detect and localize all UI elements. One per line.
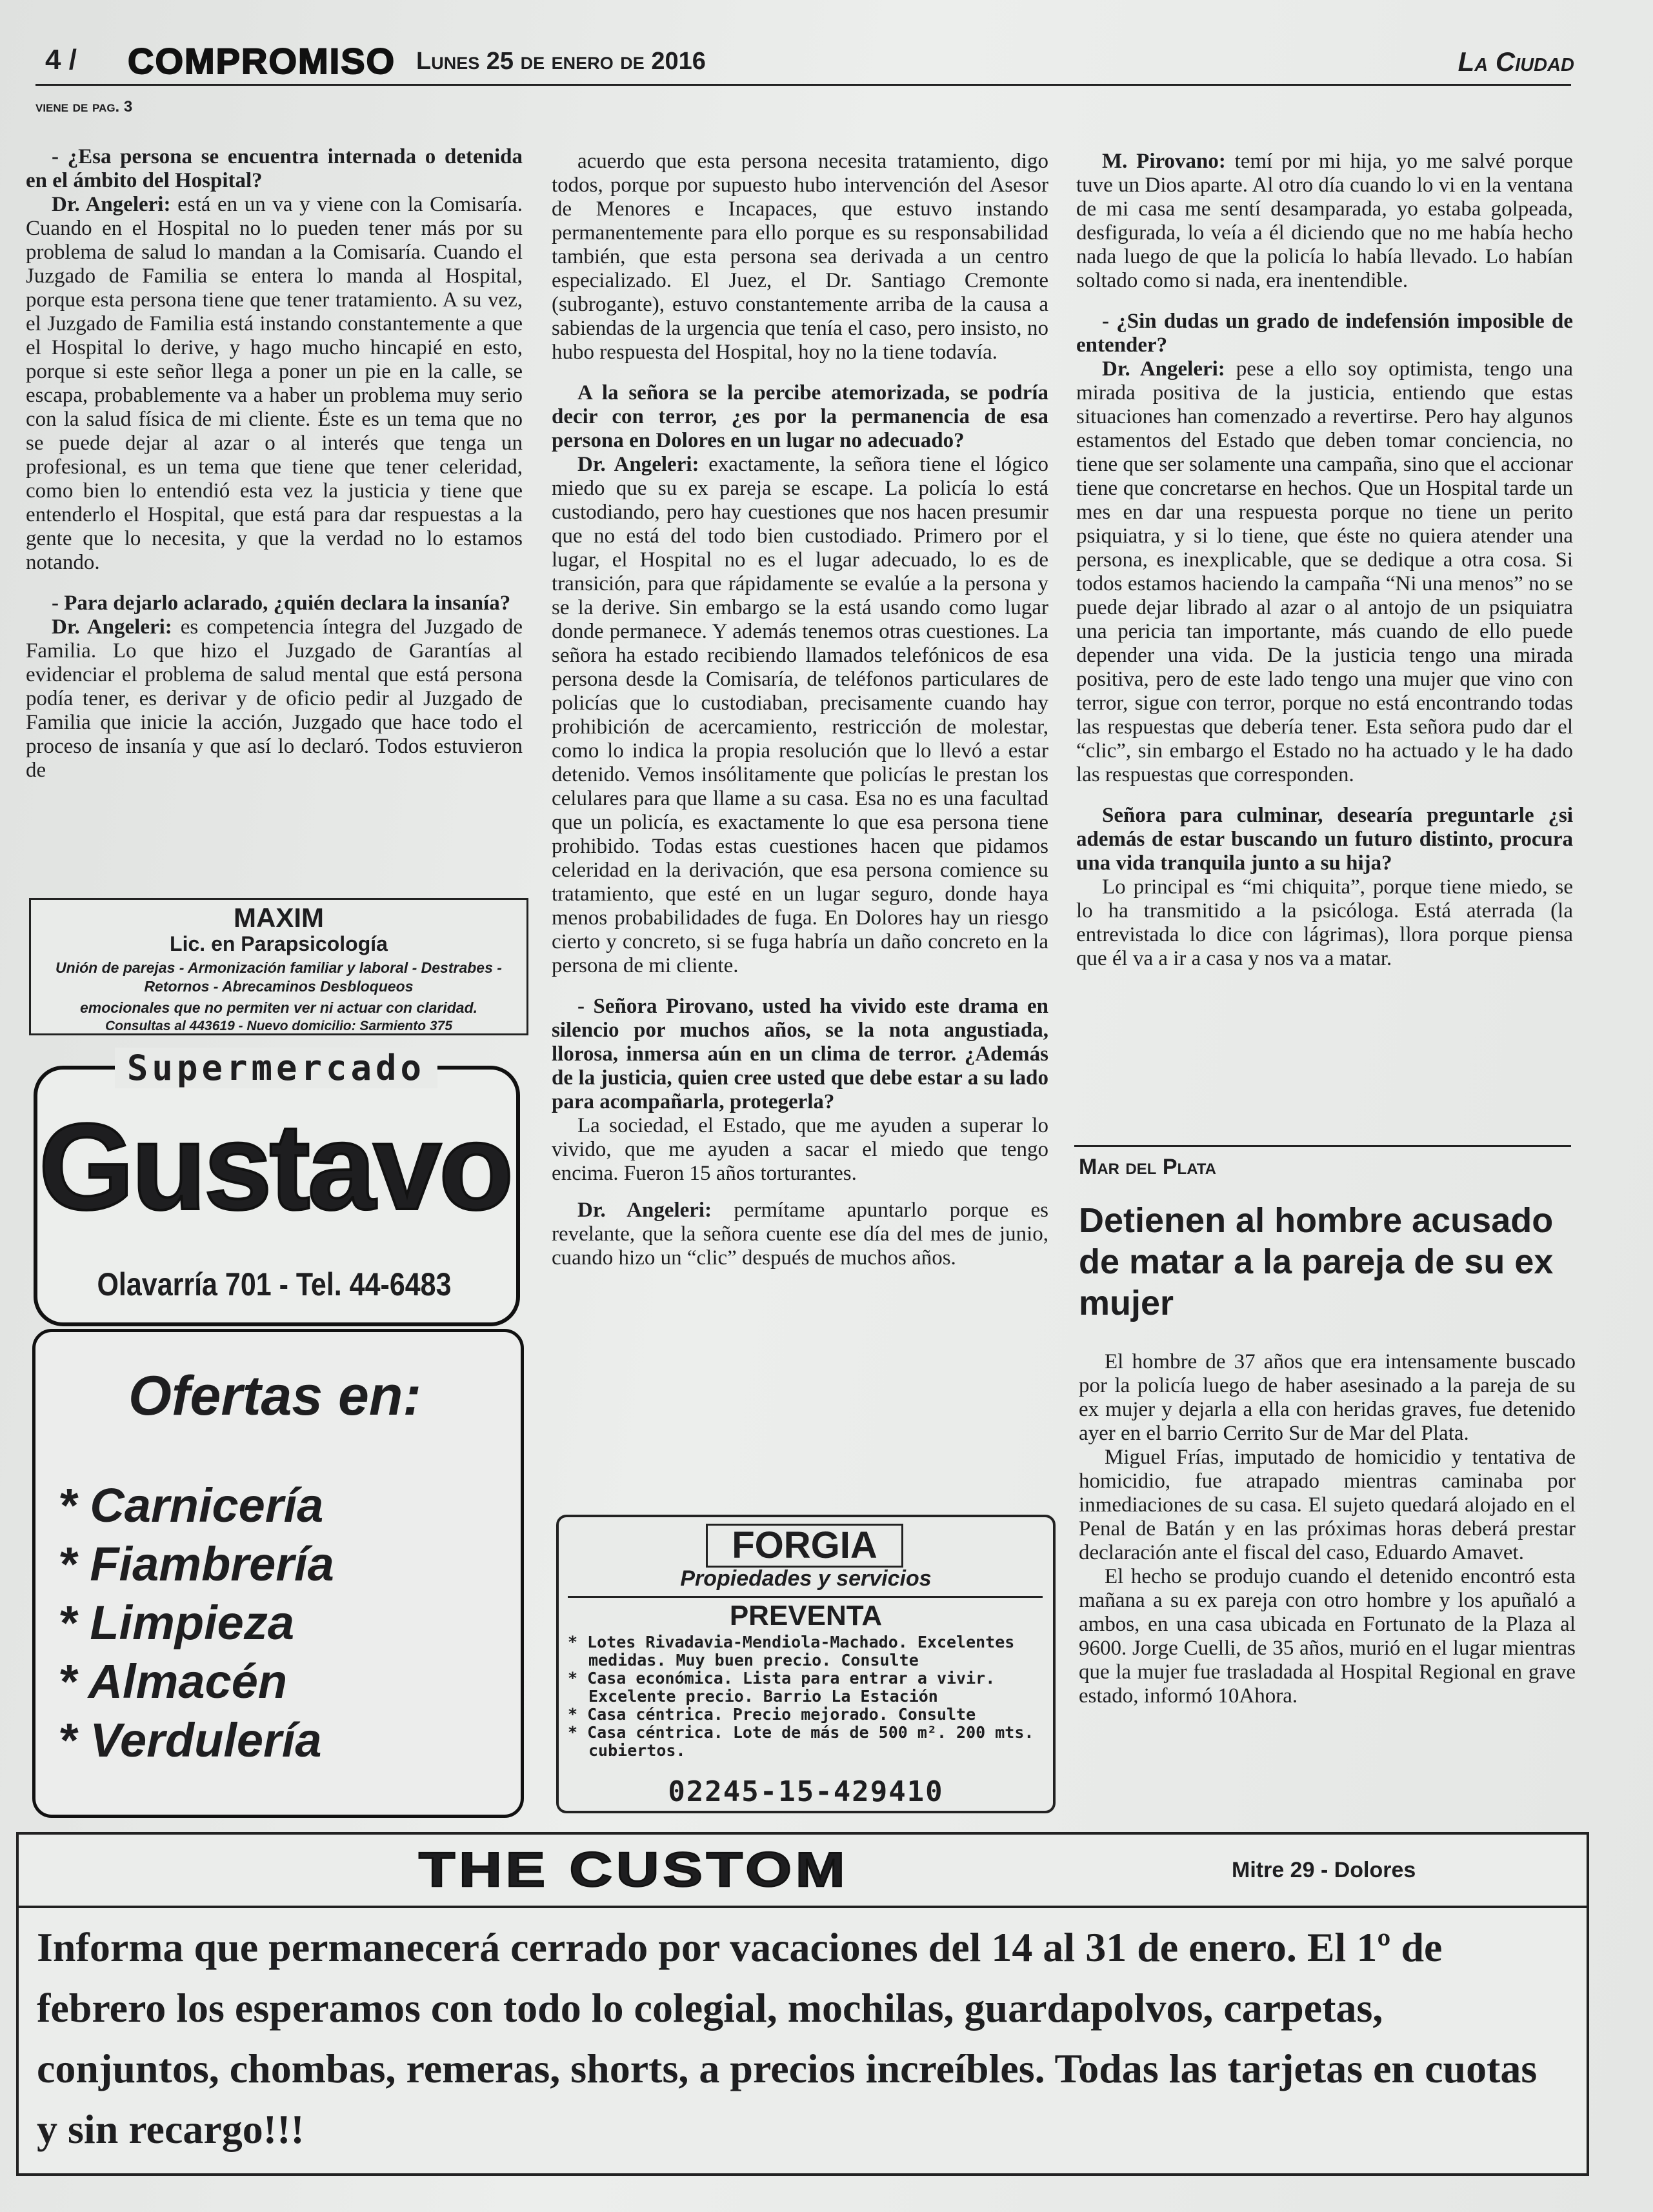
forgia-phone: 02245-15-429410: [668, 1775, 944, 1808]
interview-answer: [26, 193, 523, 575]
offer-item: * Carnicería: [58, 1479, 324, 1532]
answer-text: temí por mi hija, yo me salvé porque tuve un Dios aparte. Al otro día cuando lo vi en la ventana de mi casa me sentí desamparada, yo estaba golpeada, desfigurada, lo veía a él diciendo que no me había hecho nada luego de que la policía lo había llevado. Lo habían soltado como si nada, era inentendible.: [1076, 150, 1573, 292]
interview-answer: [1076, 357, 1573, 787]
answer-text: está en un va y viene con la Comisaría. Cuando en el Hospital no lo pueden tener más por su problema de salud lo mandan a la Comisaría. Cuando el Juzgado de Familia se entera lo manda al Hospital, porque esta persona tiene que tener tratamiento. A su vez, el Juzgado de Familia está instando constantemente a que el Hospital lo derive, y hago mucho hincapié en esto, porque si este señor llega a poner un pie en la calle, se escapa, probablemente va a haber un problema muy serio con la salud física de mi cliente. Éste es un tema que no se puede dejar al azar o al interés que tenga un profesional, es un tema que tiene que tener celeridad, como bien lo entendió esta vez la justicia y tiene que entenderlo el Hospital, que está para dar respuestas a la gente que lo necesita, y que la verdad no lo estamos notando.: [26, 193, 523, 574]
gustavo-address: Olavarría 701 - Tel. 44-6483: [97, 1266, 452, 1302]
gustavo-supermarket-label: Supermercado: [115, 1048, 437, 1088]
gustavo-logo: Gustavo: [39, 1099, 512, 1235]
speaker-name: Dr. Angeleri:: [577, 453, 699, 476]
the-custom-text: Informa que permanecerá cerrado por vacaciones del 14 al 31 de enero. El 1º de febrero los esperamos con todo lo colegial, mochilas, guardapolvos, carpetas, conjuntos, chombas, remeras, shorts, a precios increíbles. Todas las tarjetas en cuotas y sin recargo!!!: [37, 1924, 1538, 2152]
article-column-2: [552, 150, 1048, 1270]
the-custom-logo: THE CUSTOM: [419, 1842, 849, 1897]
interview-answer: [552, 1114, 1048, 1186]
answer-text: permítame apuntarlo porque es revelante, que la señora cuente ese día del mes de junio, cuando hizo un “clic” después de muchos años.: [552, 1199, 1048, 1270]
story-paragraph: El hecho se produjo cuando el detenido encontró esta mañana a su ex pareja con otro hombre y los apuñaló a ambos, en una casa ubicada en Fortunato de la Plaza al 9600. Jorge Cuelli, de 35 años, murió en el lugar mientras que la mujer fue trasladada al Hospital Regional en grave estado, informó 10Ahora.: [1079, 1565, 1576, 1708]
offer-item: * Verdulería: [58, 1713, 322, 1767]
gustavo-offers-title: Ofertas en:: [128, 1365, 422, 1427]
interview-answer: [26, 615, 523, 782]
gustavo-offers-list: [58, 1476, 334, 1769]
maxim-subtitle: Lic. en Parapsicología: [170, 932, 388, 955]
offer-item: * Fiambrería: [58, 1537, 334, 1591]
header-rule: [35, 84, 1571, 86]
article-column-3: [1076, 150, 1573, 971]
story-kicker: Mar del Plata: [1079, 1155, 1216, 1179]
speaker-name: Dr. Angeleri:: [52, 193, 171, 216]
speaker-name: Dr. Angeleri:: [577, 1199, 712, 1222]
section-title: La Ciudad: [1458, 46, 1574, 77]
forgia-presale-title: PREVENTA: [729, 1600, 883, 1631]
forgia-listing: [568, 1633, 1039, 1760]
forgia-name: FORGIA: [706, 1524, 903, 1568]
maxim-name: MAXIM: [234, 902, 324, 933]
interview-answer: [552, 453, 1048, 978]
interview-answer: [1076, 150, 1573, 293]
interview-question: - ¿Sin dudas un grado de indefensión imposible de entender?: [1076, 310, 1573, 357]
forgia-item: * Lotes Rivadavia-Mendiola-Machado. Excelentes medidas. Muy buen precio. Consulte: [568, 1633, 1015, 1669]
the-custom-divider: [19, 1906, 1587, 1908]
answer-text: es competencia íntegra del Juzgado de Familia. Lo que hizo el Juzgado de Garantías al evidenciar el problema de salud mental que está persona podía tener, es derivar y de oficio pedir al Juzgado de Familia que inicie la acción, Juzgado que hace todo el proceso de insanía y que así lo declaró. Todos estuvieron de: [26, 615, 523, 782]
interview-answer: [552, 1199, 1048, 1270]
offer-item: * Limpieza: [58, 1596, 294, 1649]
offer-item: * Almacén: [58, 1655, 288, 1708]
forgia-ad: [556, 1515, 1056, 1813]
maxim-ad: [29, 898, 528, 1035]
the-custom-ad: [16, 1832, 1589, 2176]
interview-question: - ¿Esa persona se encuentra internada o detenida en el ámbito del Hospital?: [26, 145, 523, 192]
forgia-item: * Casa económica. Lista para entrar a vivir. Excelente precio. Barrio La Estación: [568, 1669, 996, 1706]
answer-text: Lo principal es “mi chiquita”, porque tiene miedo, se lo ha transmitido a la psicóloga. Está aterrada (la entrevistada lo dice con lágrimas), llora porque piensa que él va a ir a casa y nos va a matar.: [1076, 875, 1573, 970]
newspaper-logo: COMPROMISO: [128, 41, 396, 81]
forgia-divider: [568, 1596, 1043, 1598]
page-number: 4 /: [45, 44, 77, 75]
issue-date: Lunes 25 de enero de 2016: [416, 48, 706, 75]
the-custom-address: Mitre 29 - Dolores: [1232, 1858, 1416, 1882]
forgia-subtitle: Propiedades y servicios: [680, 1566, 932, 1591]
maxim-description: Unión de parejas - Armonización familiar y laboral - Destrabes - Retornos - Abrecaminos Desbloqueos: [55, 959, 502, 995]
answer-text: acuerdo que esta persona necesita tratamiento, digo todos, porque por supuesto hubo intervención del Asesor de Menores e Incapaces, que estuvo instando permanentemente para ello porque es su responsabilidad también, que esta persona sea derivada a un centro especializado. El Juez, el Dr. Santiago Cremonte (subrogante), estuvo constantemente arriba de la causa a sabiendas de la urgencia que tenía el caso, pero insisto, no hubo respuesta del Hospital, hoy no la tiene todavía.: [552, 150, 1048, 364]
story-body: [1079, 1350, 1576, 1708]
interview-question: Señora para culminar, desearía preguntarle ¿si además de estar buscando un futuro distinto, procura una vida tranquila junto a su hija?: [1076, 804, 1573, 875]
interview-answer: [552, 150, 1048, 364]
answer-text: pese a ello soy optimista, tengo una mirada positiva de la justicia, entiendo que estas situaciones han comenzado a revertirse. Pero hay algunos estamentos del Estado que deben tomar conciencia, no tiene que ser solamente una campaña, sino que el accionar tiene que concretarse en hechos. Que un Hospital tarde un mes en dar una respuesta porque no tiene un perito psiquiatra, y si lo tiene, que éste no quiera atender una persona, es inexplicable, que se dedique a otra cosa. Si todos estamos haciendo la campaña “Ni una menos” no se puede dejar librado al azar o al antojo de un psiquiatra una pericia tan importante, más cuando de ello puede depender una vida. De la justicia tengo una mirada positiva, pero de este lado tengo una mujer que vino con terror, sigue con terror, porque no está encontrando todas las respuestas que debería tener. Esta señora pudo dar el “clic”, sin embargo el Estado no ha actuado y le ha dado las respuestas que corresponden.: [1076, 357, 1573, 786]
interview-question: - Para dejarlo aclarado, ¿quién declara la insanía?: [52, 592, 511, 615]
story-rule: [1074, 1145, 1571, 1147]
maxim-contact: Consultas al 443619 - Nuevo domicilio: Sarmiento 375: [105, 1019, 452, 1033]
answer-text: exactamente, la señora tiene el lógico miedo que su ex pareja se escape. La policía lo está custodiando, pero hay cuestiones que nos hacen presumir que no está del todo bien custodiado. Primero por el lugar, el Hospital no es el lugar adecuado, lo es de transición, para que rápidamente se evalúe a la persona y se la derive. Sin embargo se la está usando como lugar donde permanece. Y además tenemos otras cuestiones. La señora ha estado recibiendo llamados telefónicos de esa persona desde la Comisaría, de teléfonos particulares de policías que lo custodiaban, precisamente cuando hay prohibición de acercamiento, restricción de molestar, como lo indica la propia resolución que lo llevó a estar detenido. Vemos insólitamente que policías le prestan los celulares para que llame a su casa. Esa no es una facultad que un policía, es exactamente lo que esa persona tiene prohibido. Todas estas cuestiones hacen que pidamos celeridad en la derivación, que esa persona comience su tratamiento, que esté en un lugar seguro, donde haya menos probabilidades de fuga. En Dolores hay un riesgo cierto y concreto, si se fuga habría un daño concreto en la persona de mi cliente.: [552, 453, 1048, 977]
story-headline: Detienen al hombre acusado de matar a la pareja de su ex mujer: [1079, 1201, 1554, 1322]
interview-question: A la señora se la percibe atemorizada, se podría decir con terror, ¿es por la permanencia de esa persona en Dolores en un lugar no adecuado?: [552, 381, 1048, 452]
speaker-name: Dr. Angeleri:: [1102, 357, 1225, 381]
article-column-1: [26, 145, 523, 782]
speaker-name: Dr. Angeleri:: [52, 615, 172, 639]
forgia-item: * Casa céntrica. Precio mejorado. Consulte: [568, 1705, 976, 1724]
story-paragraph: El hombre de 37 años que era intensamente buscado por la policía luego de haber asesinado a la pareja de su ex mujer y dejarla a ella con heridas graves, fue detenido ayer en el barrio Cerrito Sur de Mar del Plata.: [1079, 1350, 1576, 1445]
interview-answer: [1076, 875, 1573, 971]
answer-text: La sociedad, el Estado, que me ayuden a superar lo vivido, que me ayuden a sacar el miedo que tengo encima. Fueron 15 años torturantes.: [552, 1114, 1048, 1185]
maxim-description-2: emocionales que no permiten ver ni actuar con claridad.: [79, 999, 478, 1016]
speaker-name: M. Pirovano:: [1102, 150, 1226, 173]
continued-from-label: viene de pag. 3: [35, 98, 133, 115]
forgia-item: * Casa céntrica. Lote de más de 500 m². 200 mts. cubiertos.: [568, 1723, 1034, 1760]
page-header: [39, 40, 1574, 85]
interview-question: - Señora Pirovano, usted ha vivido este drama en silencio por muchos años, se la nota angustiada, llorosa, inmersa aún en un clima de terror. ¿Además de la justicia, quien cree usted que debe estar a su lado para acompañarla, protegerla?: [552, 995, 1048, 1113]
story-paragraph: Miguel Frías, imputado de homicidio y tentativa de homicidio, fue atrapado mientras caminaba por inmediaciones de su casa. El sujeto quedará alojado en el Penal de Batán y en las próximas horas deberá prestar declaración ante el fiscal del caso, Eduardo Amavet.: [1079, 1446, 1576, 1564]
